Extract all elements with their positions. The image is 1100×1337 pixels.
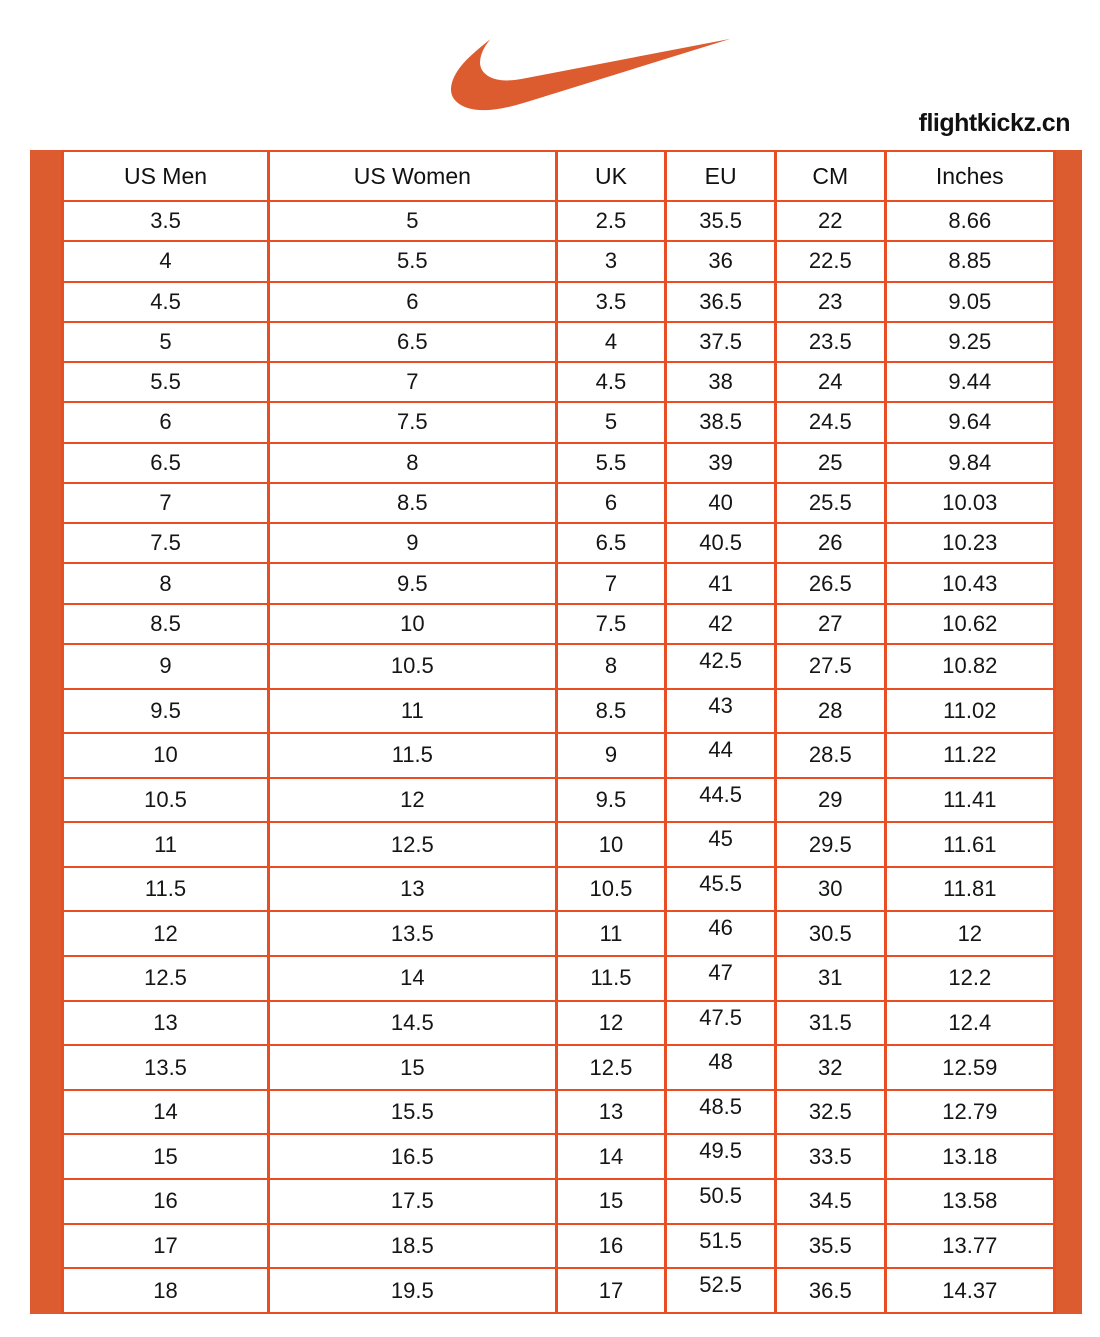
size-cell: 10.5 [556, 867, 666, 912]
size-cell: 12.5 [269, 822, 557, 867]
size-cell: 44 [666, 733, 776, 778]
size-cell: 18 [63, 1268, 269, 1313]
size-cell: 6 [269, 282, 557, 322]
size-cell: 22.5 [775, 241, 885, 281]
size-cell: 38 [666, 362, 776, 402]
size-cell: 23.5 [775, 322, 885, 362]
size-cell: 25.5 [775, 483, 885, 523]
left-accent-bar [30, 150, 61, 1314]
size-cell: 3.5 [63, 201, 269, 241]
header-cell-us-men: US Men [63, 151, 269, 201]
table-row [63, 1134, 1055, 1179]
header-cell-cm: CM [775, 151, 885, 201]
size-cell: 16 [556, 1224, 666, 1269]
size-cell: 15 [63, 1134, 269, 1179]
size-cell: 8 [63, 563, 269, 603]
size-cell: 41 [666, 563, 776, 603]
size-cell: 4 [556, 322, 666, 362]
size-cell: 7.5 [556, 604, 666, 644]
size-cell: 13.77 [885, 1224, 1054, 1269]
size-cell: 43 [666, 689, 776, 734]
size-cell: 10 [556, 822, 666, 867]
size-cell: 44.5 [666, 778, 776, 823]
size-cell: 6.5 [63, 443, 269, 483]
size-cell: 9.05 [885, 282, 1054, 322]
size-cell: 9 [63, 644, 269, 689]
size-cell: 11.5 [269, 733, 557, 778]
size-cell: 10.62 [885, 604, 1054, 644]
size-cell: 40 [666, 483, 776, 523]
size-cell: 12.59 [885, 1045, 1054, 1090]
size-cell: 9.5 [63, 689, 269, 734]
size-cell: 8 [556, 644, 666, 689]
table-row [63, 1001, 1055, 1046]
size-cell: 38.5 [666, 402, 776, 442]
size-cell: 45 [666, 822, 776, 867]
size-cell: 9.64 [885, 402, 1054, 442]
table-row [63, 644, 1055, 689]
size-cell: 28 [775, 689, 885, 734]
size-cell: 16.5 [269, 1134, 557, 1179]
size-cell: 52.5 [666, 1268, 776, 1313]
size-cell: 10.5 [269, 644, 557, 689]
size-cell: 13 [63, 1001, 269, 1046]
size-cell: 6 [63, 402, 269, 442]
size-cell: 36 [666, 241, 776, 281]
size-cell: 7.5 [269, 402, 557, 442]
size-cell: 25 [775, 443, 885, 483]
size-cell: 24.5 [775, 402, 885, 442]
size-cell: 11.81 [885, 867, 1054, 912]
size-cell: 11.41 [885, 778, 1054, 823]
size-cell: 4.5 [63, 282, 269, 322]
size-cell: 7 [63, 483, 269, 523]
size-cell: 10.5 [63, 778, 269, 823]
size-cell: 14.5 [269, 1001, 557, 1046]
size-cell: 31 [775, 956, 885, 1001]
size-cell: 19.5 [269, 1268, 557, 1313]
size-cell: 13 [269, 867, 557, 912]
table-row [63, 282, 1055, 322]
size-cell: 28.5 [775, 733, 885, 778]
size-cell: 46 [666, 911, 776, 956]
size-cell: 27 [775, 604, 885, 644]
size-cell: 14.37 [885, 1268, 1054, 1313]
size-cell: 18.5 [269, 1224, 557, 1269]
size-cell: 37.5 [666, 322, 776, 362]
table-header [63, 151, 1055, 201]
size-cell: 3 [556, 241, 666, 281]
table-row [63, 956, 1055, 1001]
size-table [61, 150, 1056, 1314]
size-cell: 5.5 [269, 241, 557, 281]
size-cell: 13.58 [885, 1179, 1054, 1224]
header-cell-uk: UK [556, 151, 666, 201]
size-cell: 16 [63, 1179, 269, 1224]
size-cell: 12.2 [885, 956, 1054, 1001]
size-cell: 9.5 [269, 563, 557, 603]
size-cell: 8 [269, 443, 557, 483]
table-row [63, 1090, 1055, 1135]
size-cell: 48.5 [666, 1090, 776, 1135]
table-row [63, 241, 1055, 281]
size-cell: 7.5 [63, 523, 269, 563]
size-cell: 36.5 [666, 282, 776, 322]
size-cell: 51.5 [666, 1224, 776, 1269]
table-row [63, 822, 1055, 867]
size-cell: 42 [666, 604, 776, 644]
size-cell: 10.43 [885, 563, 1054, 603]
table-row [63, 1045, 1055, 1090]
size-cell: 10.82 [885, 644, 1054, 689]
size-cell: 35.5 [666, 201, 776, 241]
size-cell: 11.02 [885, 689, 1054, 734]
size-cell: 22 [775, 201, 885, 241]
size-cell: 11.5 [63, 867, 269, 912]
size-cell: 9 [269, 523, 557, 563]
size-cell: 36.5 [775, 1268, 885, 1313]
size-cell: 15 [269, 1045, 557, 1090]
size-cell: 4.5 [556, 362, 666, 402]
size-cell: 14 [556, 1134, 666, 1179]
size-cell: 12.79 [885, 1090, 1054, 1135]
site-label: flightkickz.cn [918, 109, 1070, 137]
size-cell: 12.4 [885, 1001, 1054, 1046]
size-cell: 9.44 [885, 362, 1054, 402]
table-row [63, 733, 1055, 778]
nike-swoosh-icon [451, 27, 732, 122]
table-row [63, 483, 1055, 523]
size-cell: 11 [269, 689, 557, 734]
size-cell: 8.85 [885, 241, 1054, 281]
size-cell: 8.66 [885, 201, 1054, 241]
size-cell: 7 [269, 362, 557, 402]
size-cell: 11.5 [556, 956, 666, 1001]
table-row [63, 402, 1055, 442]
size-cell: 30.5 [775, 911, 885, 956]
size-cell: 8.5 [63, 604, 269, 644]
size-cell: 12 [63, 911, 269, 956]
size-cell: 9 [556, 733, 666, 778]
size-cell: 12 [885, 911, 1054, 956]
size-cell: 9.25 [885, 322, 1054, 362]
size-cell: 17.5 [269, 1179, 557, 1224]
size-cell: 30 [775, 867, 885, 912]
size-cell: 34.5 [775, 1179, 885, 1224]
table-row [63, 322, 1055, 362]
size-cell: 35.5 [775, 1224, 885, 1269]
size-cell: 29 [775, 778, 885, 823]
size-cell: 10.23 [885, 523, 1054, 563]
size-cell: 17 [556, 1268, 666, 1313]
size-cell: 12.5 [556, 1045, 666, 1090]
size-cell: 5.5 [556, 443, 666, 483]
table-row [63, 563, 1055, 603]
size-cell: 11.61 [885, 822, 1054, 867]
size-cell: 47 [666, 956, 776, 1001]
size-cell: 29.5 [775, 822, 885, 867]
table-row [63, 362, 1055, 402]
table-row [63, 523, 1055, 563]
table-body [63, 201, 1055, 1313]
table-row [63, 689, 1055, 734]
size-cell: 32 [775, 1045, 885, 1090]
table-row [63, 1224, 1055, 1269]
size-cell: 2.5 [556, 201, 666, 241]
size-cell: 39 [666, 443, 776, 483]
size-cell: 47.5 [666, 1001, 776, 1046]
size-cell: 6.5 [269, 322, 557, 362]
table-row [63, 604, 1055, 644]
size-cell: 15 [556, 1179, 666, 1224]
size-cell: 6.5 [556, 523, 666, 563]
size-cell: 9.5 [556, 778, 666, 823]
size-cell: 5 [269, 201, 557, 241]
size-cell: 4 [63, 241, 269, 281]
size-cell: 8.5 [556, 689, 666, 734]
size-cell: 10 [63, 733, 269, 778]
size-cell: 13.5 [63, 1045, 269, 1090]
size-cell: 48 [666, 1045, 776, 1090]
size-chart [30, 150, 1082, 1314]
size-cell: 49.5 [666, 1134, 776, 1179]
size-cell: 11.22 [885, 733, 1054, 778]
size-cell: 14 [63, 1090, 269, 1135]
size-cell: 12 [269, 778, 557, 823]
size-cell: 11 [63, 822, 269, 867]
size-cell: 26.5 [775, 563, 885, 603]
size-cell: 11 [556, 911, 666, 956]
size-cell: 7 [556, 563, 666, 603]
size-cell: 5 [63, 322, 269, 362]
table-row [63, 443, 1055, 483]
table-row [63, 911, 1055, 956]
size-cell: 3.5 [556, 282, 666, 322]
size-cell: 13.18 [885, 1134, 1054, 1179]
table-row [63, 778, 1055, 823]
header-cell-eu: EU [666, 151, 776, 201]
size-cell: 12.5 [63, 956, 269, 1001]
size-cell: 5.5 [63, 362, 269, 402]
size-cell: 9.84 [885, 443, 1054, 483]
size-cell: 23 [775, 282, 885, 322]
size-cell: 14 [269, 956, 557, 1001]
table-row [63, 867, 1055, 912]
table-row [63, 1179, 1055, 1224]
size-cell: 42.5 [666, 644, 776, 689]
size-cell: 33.5 [775, 1134, 885, 1179]
right-accent-bar [1056, 150, 1082, 1314]
header-cell-inches: Inches [885, 151, 1054, 201]
size-cell: 26 [775, 523, 885, 563]
table-row [63, 1268, 1055, 1313]
table-row [63, 201, 1055, 241]
size-cell: 17 [63, 1224, 269, 1269]
size-cell: 10 [269, 604, 557, 644]
size-cell: 50.5 [666, 1179, 776, 1224]
header-cell-us-women: US Women [269, 151, 557, 201]
size-cell: 40.5 [666, 523, 776, 563]
size-cell: 27.5 [775, 644, 885, 689]
header-row [63, 151, 1055, 201]
size-cell: 8.5 [269, 483, 557, 523]
size-cell: 31.5 [775, 1001, 885, 1046]
size-cell: 45.5 [666, 867, 776, 912]
size-cell: 12 [556, 1001, 666, 1046]
size-cell: 32.5 [775, 1090, 885, 1135]
size-cell: 10.03 [885, 483, 1054, 523]
size-cell: 5 [556, 402, 666, 442]
size-cell: 6 [556, 483, 666, 523]
size-cell: 13.5 [269, 911, 557, 956]
size-cell: 24 [775, 362, 885, 402]
size-cell: 13 [556, 1090, 666, 1135]
size-cell: 15.5 [269, 1090, 557, 1135]
